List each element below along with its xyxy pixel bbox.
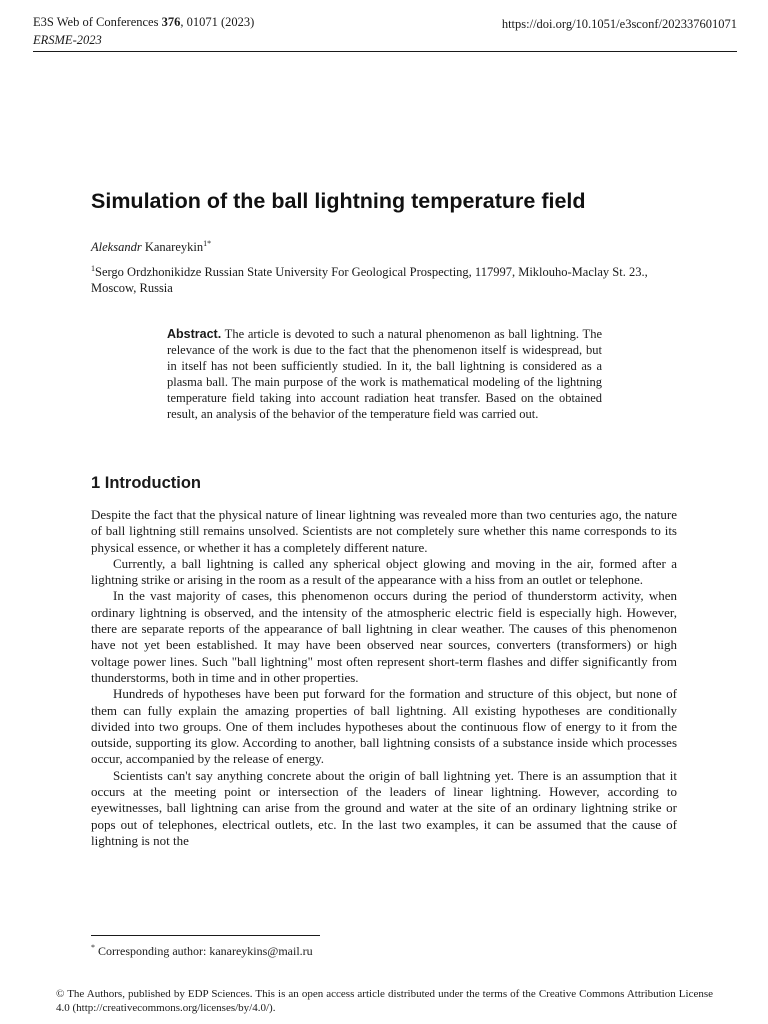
affiliation-mark: 1 bbox=[91, 263, 95, 273]
paragraph: Despite the fact that the physical nature of linear lightning was revealed more than two centuries ago, the nature of ball lightning still remains unsolved. Scientists are not completely sure whether this name corresponds to its physical essence, or whether it has a completely different nature. bbox=[91, 507, 677, 555]
header-divider bbox=[33, 51, 737, 52]
conference-name: ERSME-2023 bbox=[33, 33, 102, 47]
author-given-name: Aleksandr bbox=[91, 240, 142, 254]
paragraph: Scientists can't say anything concrete about the origin of ball lightning yet. There is an assumption that it occurs at the meeting point or intersection of the leaders of linear lightning. However, according to eyewitnesses, ball lightning can arise from the ground and water at the site of an ordinary lightning strike or pops out of telephones, electrical outlets, etc. In the last two examples, it can be assumed that the cause of lightning is not the bbox=[91, 767, 677, 848]
author-family-name: Kanareykin bbox=[141, 240, 204, 254]
paper-title: Simulation of the ball lightning temperature field bbox=[91, 189, 586, 213]
author-affiliation-mark: 1* bbox=[203, 238, 212, 248]
running-header bbox=[33, 14, 737, 52]
footnote bbox=[91, 943, 313, 959]
journal-volume: 376 bbox=[161, 15, 181, 29]
footnote-divider bbox=[91, 935, 320, 936]
author-line bbox=[91, 239, 211, 255]
abstract-label: Abstract. bbox=[167, 327, 222, 341]
abstract bbox=[167, 326, 602, 422]
journal-issue-year: , 01071 (2023) bbox=[180, 15, 255, 29]
paragraph: Currently, a ball lightning is called any spherical object glowing and moving in the air, formed after a lightning strike or arising in the room as a result of the appearance with a hiss from an outlet or telephone. bbox=[91, 555, 677, 588]
journal-citation bbox=[33, 14, 254, 30]
footnote-mark: * bbox=[91, 943, 95, 952]
paragraph: In the vast majority of cases, this phenomenon occurs during the period of thunderstorm activity, when ordinary lightning is observed, and the intensity of the atmospheric electric field is especially high. However, there are separate reports of the appearance of ball lightning in clear weather. The causes of this phenomenon have not yet been established. It may have been observed near sources, converters (transformers) or high voltage power lines. Such "ball lightning" most often represent short-term flashes and differ significantly from thunderstorms, both in time and in other properties. bbox=[91, 588, 677, 685]
doi-link[interactable]: https://doi.org/10.1051/e3sconf/202337601071 bbox=[501, 17, 737, 31]
affiliation-text: Sergo Ordzhonikidze Russian State University For Geological Prospecting, 117997, Miklouho-Maclay St. 23., Moscow, Russia bbox=[91, 265, 648, 295]
abstract-text: The article is devoted to such a natural phenomenon as ball lightning. The relevance of the work is due to the fact that the phenomenon itself is widespread, but in itself has not been sufficiently studied. In it, the ball lightning is considered as a plasma ball. The main purpose of the work is mathematical modeling of the lightning temperature field taking into account radiation heat transfer. Based on the obtained result, an analysis of the behavior of the temperature field was carried out. bbox=[167, 327, 602, 421]
footnote-text: Corresponding author: kanareykins@mail.ru bbox=[95, 944, 313, 958]
section-body bbox=[91, 507, 677, 849]
paragraph: Hundreds of hypotheses have been put forward for the formation and structure of this object, but none of them can fully explain the amazing properties of ball lightning. All existing hypotheses are conditionally divided into two groups. One of them includes hypotheses about the continuous flow of energy to it from the outside, supporting its glow. According to another, ball lightning consists of a substance inside which processes occur, accompanied by the release of energy. bbox=[91, 686, 677, 767]
journal-name: E3S Web of Conferences bbox=[33, 15, 162, 29]
affiliation bbox=[91, 264, 676, 296]
license-statement: © The Authors, published by EDP Sciences. This is an open access article distributed under the terms of the Creative Commons Attribution License 4.0 (http://creativecommons.org/licenses/by/4.0/). bbox=[56, 988, 713, 1014]
section-heading: 1 Introduction bbox=[91, 474, 201, 492]
